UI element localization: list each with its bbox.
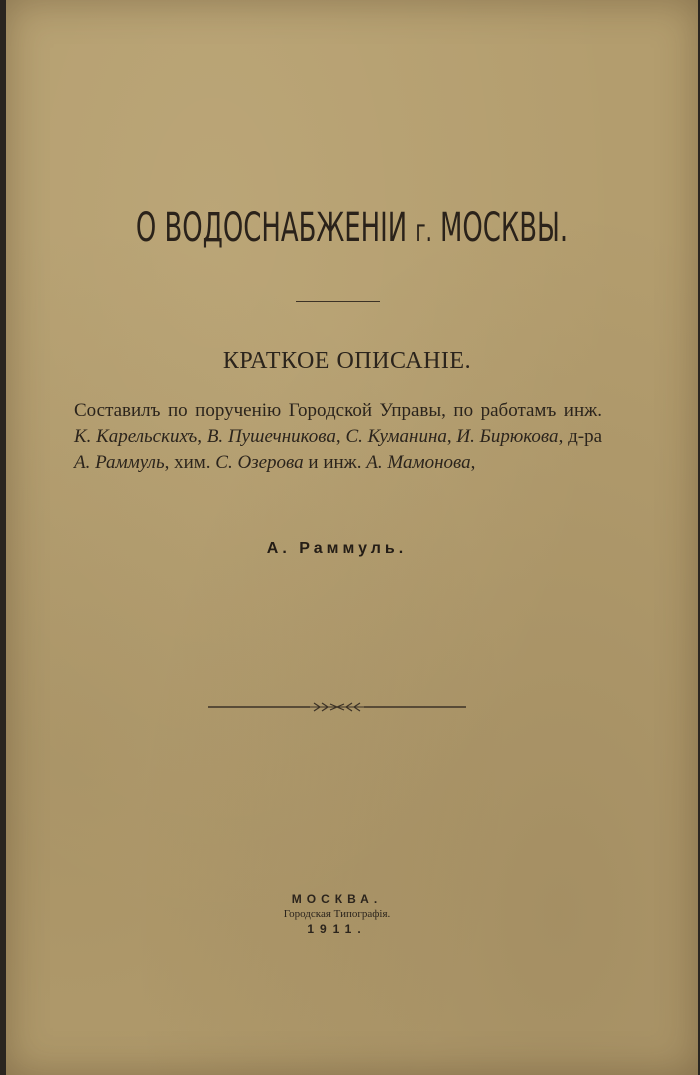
subtitle: КРАТКОЕ ОПИСАНІЕ.	[222, 348, 472, 374]
title-part-2: г.	[415, 214, 432, 249]
author-name: А. Раммуль.	[266, 540, 408, 557]
ornament-divider	[206, 700, 468, 714]
separator: и инж.	[303, 452, 367, 473]
compiled-lead: Составилъ по порученію Городской Управы, по работамъ инж.	[74, 400, 602, 421]
imprint-press: Городская Типографія.	[283, 908, 391, 920]
title-part-1: О ВОДОСНАБЖЕНІИ	[135, 205, 416, 251]
contributor-name: И. Бирюкова	[456, 426, 559, 447]
contributor-name: А. Мамонова	[366, 452, 471, 473]
imprint	[6, 892, 668, 936]
title-part-3: МОСКВЫ.	[431, 205, 569, 251]
contributor-name: С. Куманина	[345, 426, 447, 447]
contributor-name: К. Карельскихъ	[74, 426, 198, 447]
title-divider	[296, 301, 380, 302]
book-title	[103, 205, 601, 251]
contributor-name: В. Пушечникова	[206, 426, 336, 447]
contributor-name: С. Озерова	[215, 452, 304, 473]
compiled-by-paragraph	[74, 398, 602, 476]
separator: ,	[446, 426, 457, 447]
separator: , хим.	[164, 452, 216, 473]
contributor-name: А. Раммуль	[74, 452, 165, 473]
title-page	[6, 0, 698, 1075]
separator: , д-ра	[558, 426, 603, 447]
separator: ,	[335, 426, 346, 447]
separator: ,	[197, 426, 207, 447]
imprint-year: 1911.	[307, 922, 367, 936]
separator: ,	[470, 452, 476, 473]
imprint-city: МОСКВА.	[291, 892, 383, 906]
